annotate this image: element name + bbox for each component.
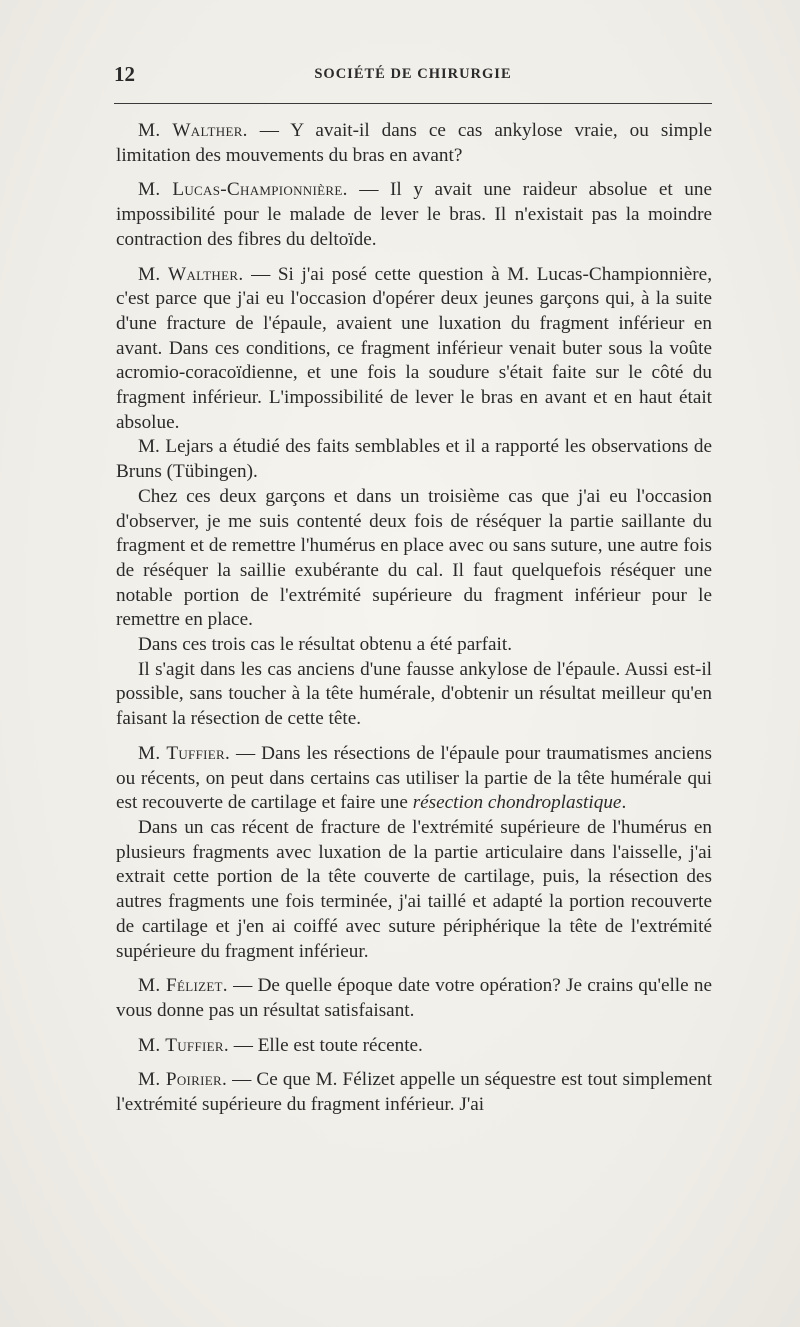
paragraph-text: M. Lejars a étudié des faits semblables et il a rapporté les observations de Bruns (Tübingen). <box>116 436 712 483</box>
paragraph-felizet <box>116 974 712 1023</box>
page-number: 12 <box>114 62 135 86</box>
paragraph-recent-case <box>116 816 712 964</box>
speaker-name: M. Walther. <box>138 263 244 285</box>
paragraph-text: — Ce que M. Félizet appelle un séquestre est tout simplement l'extrémité supérieure du fragment inférieur. J'ai <box>116 1069 712 1116</box>
page-header <box>114 62 712 90</box>
paragraph-text-end: . <box>621 792 627 814</box>
paragraph-text: Chez ces deux garçons et dans un troisième cas que j'ai eu l'occasion d'observer, je me suis contenté deux fois de réséquer la partie saillante du fragment et de remettre l'humérus en place avec ou sans suture, une autre fois de réséquer la saillie exubérante du cal. Il faut quelquefois réséquer une notable portion de l'extrémité supérieure du fragment inférieur pour le remettre en place. <box>116 485 712 631</box>
paragraph-text: — Y avait-il dans ce cas ankylose vraie, ou simple limitation des mouvements du bras en avant? <box>116 120 712 166</box>
paragraph-text: Dans un cas récent de fracture de l'extrémité supérieure de l'humérus en plusieurs fragments avec luxation de la partie articulaire dans l'aisselle, j'ai extrait cette portion de la tête couverte de cartilage, puis, la résection des autres fragments une fois terminée, j'ai taillé et adapté la portion recouverte de cartilage et j'en ai coiffé avec suture périphérique la tête de l'extrémité supérieure du fragment inférieur. <box>116 816 712 962</box>
speaker-name: M. Poirier. <box>138 1069 228 1091</box>
italic-term: résection chondroplastique <box>412 792 622 814</box>
paragraph-lejars <box>116 435 712 484</box>
paragraph-walther-2 <box>116 263 712 436</box>
paragraph-walther-1 <box>116 119 712 168</box>
speaker-name: M. Lucas-Championnière. <box>138 179 348 201</box>
paragraph-lucas-championniere <box>116 178 712 252</box>
paragraph-tuffier-2 <box>116 1034 712 1059</box>
speaker-name: M. Tuffier. <box>138 1034 229 1056</box>
paragraph-text: — Si j'ai posé cette question à M. Lucas-Championnière, c'est parce que j'ai eu l'occasion d'opérer deux jeunes garçons qui, à la suite d'une fracture de l'épaule, avaient une luxation du fragment inférieur en avant. Dans ces conditions, ce fragment inférieur venait buter sous la voûte acromio-coracoïdienne, et une fois la soudure s'était faite sur le côté du fragment inférieur. L'impossibilité de lever le bras en avant et en haut était absolue. <box>116 263 712 433</box>
paragraph-text: Il s'agit dans les cas anciens d'une fausse ankylose de l'épaule. Aussi est-il possible, sans toucher à la tête humérale, d'obtenir un résultat meilleur qu'en faisant la résection de cette tête. <box>116 658 712 730</box>
paragraph-poirier <box>116 1068 712 1117</box>
paragraph-text: — Elle est toute récente. <box>228 1034 423 1056</box>
speaker-name: M. Tuffier. <box>138 742 231 764</box>
paragraph-three-cases <box>116 485 712 633</box>
paragraph-text: — Il y avait une raideur absolue et une impossibilité pour le malade de lever le bras. Il n'existait pas la moindre contraction des fibres du deltoïde. <box>116 179 712 250</box>
paragraph-text: — De quelle époque date votre opération? Je crains qu'elle ne vous donne pas un résultat satisfaisant. <box>116 975 712 1021</box>
body-text <box>116 119 712 1118</box>
paragraph-fausse-ankylose <box>116 658 712 732</box>
speaker-name: M. Félizet. <box>138 975 228 997</box>
paragraph-text: Dans ces trois cas le résultat obtenu a été parfait. <box>138 634 513 656</box>
paragraph-tuffier-1 <box>116 742 712 816</box>
header-rule <box>114 103 712 104</box>
paragraph-text: — Dans les résections de l'épaule pour traumatismes anciens ou récents, on peut dans certains cas utiliser la partie de la tête humérale qui est recouverte de cartilage et faire une <box>116 742 712 814</box>
paragraph-result <box>116 633 712 658</box>
running-head: SOCIÉTÉ DE CHIRURGIE <box>314 66 512 82</box>
speaker-name: M. Walther. <box>138 120 248 141</box>
